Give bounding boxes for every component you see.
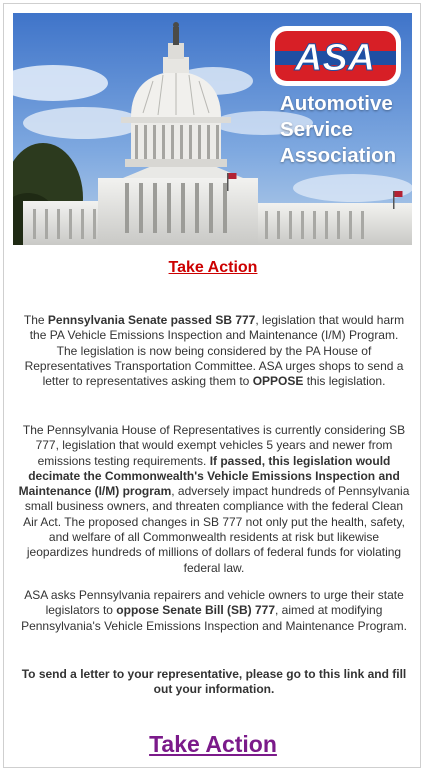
send-letter-paragraph: To send a letter to your representative, please go to this link and fill out your information. xyxy=(21,667,407,697)
asa-asks-paragraph: ASA asks Pennsylvania repairers and vehicle owners to urge their state legislators to oppose Senate Bill (SB) 777, aimed at modifying Pennsylvania's Vehicle Emissions Inspection and Maintenance Program. xyxy=(21,588,407,633)
logo-line-automotive: Automotive xyxy=(280,92,393,115)
logo-wordmark xyxy=(280,91,412,169)
hero-banner xyxy=(13,13,412,245)
take-action-link-bottom[interactable]: Take Action xyxy=(149,731,277,757)
senate-passed-paragraph: The Pennsylvania Senate passed SB 777, legislation that would harm the PA Vehicle Emissions Inspection and Maintenance (I/M) Program. The legislation is now being considered by the PA House of Representatives Transportation Committee. ASA urges shops to send a letter to representatives asking them to OPPOSE this legislation. xyxy=(23,313,405,389)
logo-line-service: Service xyxy=(280,118,353,141)
logo-line-association: Association xyxy=(280,144,397,167)
house-considering-paragraph: The Pennsylvania House of Representatives is currently considering SB 777, legislation that would exempt vehicles 5 years and newer from emissions testing requirements. If passed, this legislation would decimate the Commonwealth's Vehicle Emissions Inspection and Maintenance (I/M) program, adversely impact hundreds of Pennsylvania small business owners, and threaten compliance with the federal Clean Air Act. The proposed changes in SB 777 not only put the health, safety, and welfare of all Commonwealth residents at risk but likewise jeopardizes hundreds of millions of dollars of federal funds for violating federal law. xyxy=(18,423,410,575)
asa-logo-icon xyxy=(270,26,401,86)
take-action-link-top[interactable]: Take Action xyxy=(168,259,258,276)
svg-text:ASA: ASA xyxy=(294,37,376,79)
email-card xyxy=(3,3,421,768)
